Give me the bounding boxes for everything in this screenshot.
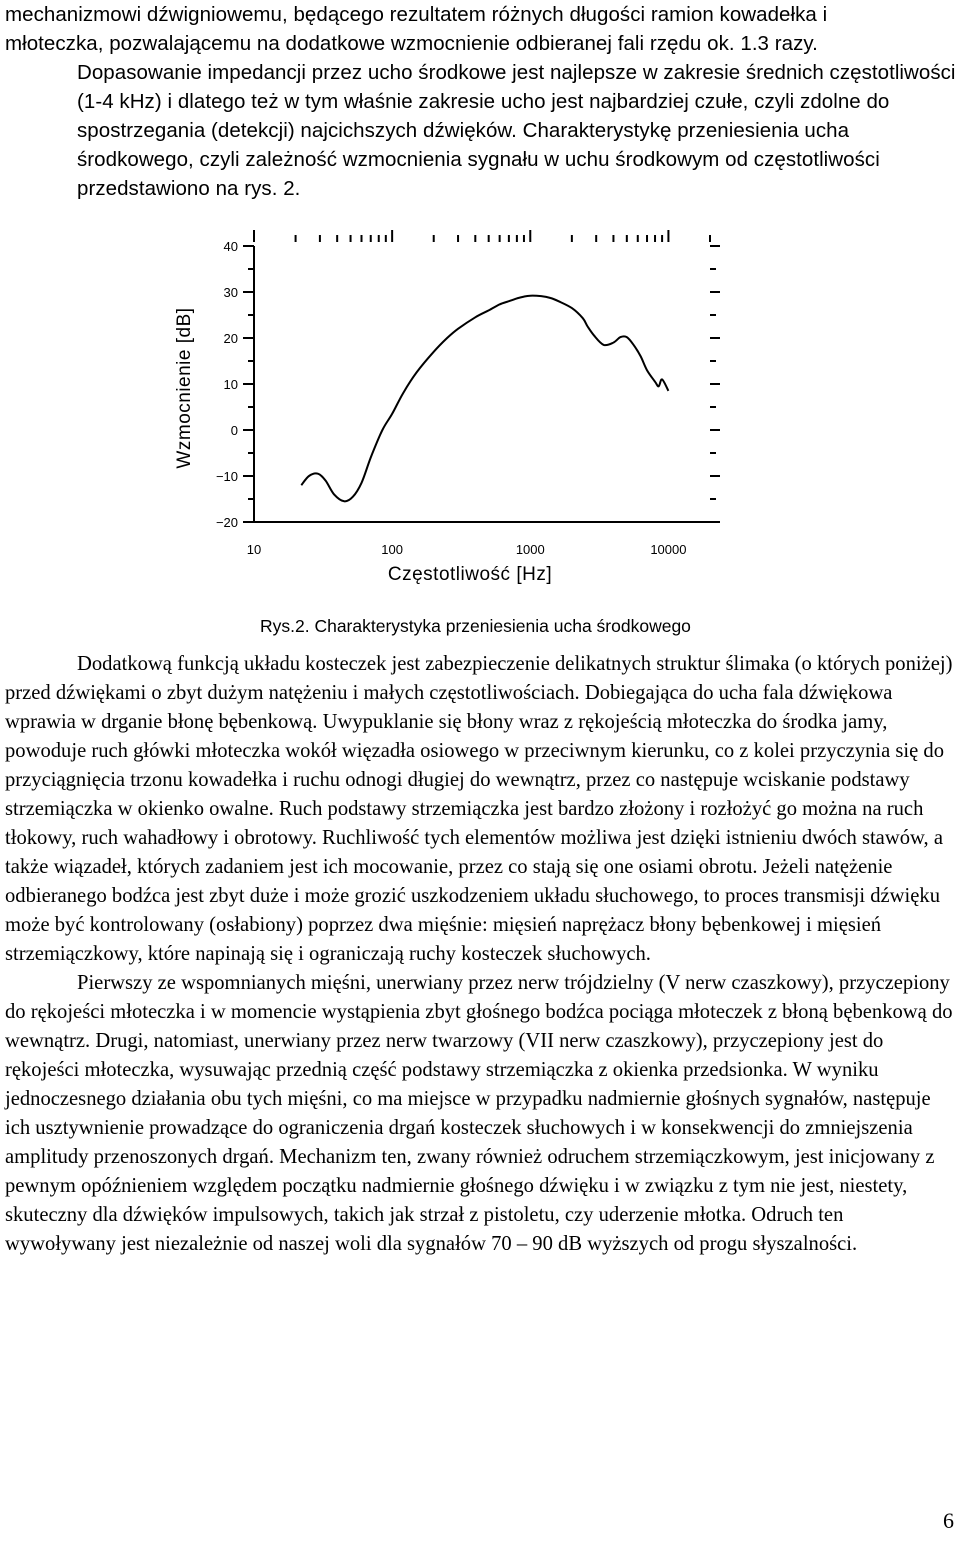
y-tick-label: 40 [223,239,238,254]
x-tick-label: 10000 [650,542,687,557]
y-tick-label: 10 [223,377,238,392]
x-axis-title: Częstotliwość [Hz] [387,564,553,585]
y-tick-label: −10 [215,469,238,484]
gain-chart-svg [160,228,720,588]
intro-paragraph: Dopasowanie impedancji przez ucho środkowe jest najlepsze w zakresie średnich częstotliwości (1-4 kHz) i dlatego też w tym właśnie zakresie ucho jest najbardziej czułe, czyli zdolne do spostrzegania (detekcji) najcichszych dźwięków. Charakterystykę przeniesienia ucha środkowego, czyli zależność wzmocnienia sygnału w uchu środkowym od częstotliwości przedstawiono na rys. 2. [77,61,956,200]
figure-caption: Rys.2. Charakterystyka przeniesienia ucha środkowego [260,616,691,636]
intro-line-1: mechanizmowi dźwigniowemu, będącego rezultatem różnych długości ramion kowadełka i [5,3,828,26]
y-tick-label: 0 [230,423,238,438]
body-text [5,650,957,1259]
gain-series-line [301,296,668,502]
body-paragraph-2: Pierwszy ze wspomnianych mięśni, unerwiany przez nerw trójdzielny (V nerw czaszkowy), przyczepiony do rękojeści młoteczka i w momencie wystąpienia zbyt głośnego bodźca pociąga młoteczek z błoną bębenkową do wewnątrz. Drugi, natomiast, unerwiany przez nerw twarzowy (VII nerw czaszkowy), przyczepiony jest do rękojeści młoteczka, wysuwając przednią część podstawy strzemiączka z okienka przedsionka. W wyniku jednoczesnego działania obu tych mięśni, co ma miejsce w przypadku nadmiernie głośnych sygnałów, następuje ich usztywnienie prowadzące do ograniczenia drgań kosteczek słuchowych i w konsekwencji do zmniejszenia amplitudy przenoszonych drgań. Mechanizm ten, zwany również odruchem strzemiączkowym, jest inicjowany z pewnym opóźnieniem względem początku nadmiernie głośnego dźwięku i w związku z tym nie jest, niestety, skuteczny dla dźwięków impulsowych, takich jak strzał z pistoletu, czy uderzenie młotka. Odruch ten wywoływany jest niezależnie od naszej woli dla sygnałów 70 – 90 dB wyższych od progu słyszalności. [5,972,953,1255]
chart-ticks [243,230,720,522]
y-axis-title: Wzmocnienie [dB] [174,307,195,469]
y-tick-label: 30 [223,285,238,300]
x-tick-label: 1000 [515,542,545,557]
chart-axes [254,246,710,522]
chart-tick-labels [216,239,687,557]
page-number: 6 [943,1508,954,1533]
y-tick-label: −20 [215,515,238,530]
figure-gain-chart [160,228,720,588]
intro-line-2: młoteczka, pozwalającemu na dodatkowe wzmocnienie odbieranej fali rzędu ok. 1.3 razy. [5,32,818,55]
body-paragraph-1: Dodatkową funkcją układu kosteczek jest zabezpieczenie delikatnych struktur ślimaka (o których poniżej) przed dźwiękami o zbyt dużym natężeniu i małych częstotliwościach. Dobiegająca do ucha fala dźwiękowa wprawia w drganie błonę bębenkową. Uwypuklanie się błony wraz z rękojeścią młoteczka do środka jamy, powoduje ruch główki młoteczka wokół więzadła osiowego w przeciwnym kierunku, co z kolei przyczynia się do przyciągnięcia trzonu kowadełka i ruchu odnogi długiej do wewnątrz, przez co następuje wciskanie podstawy strzemiączka w okienko owalne. Ruch podstawy strzemiączka jest bardzo złożony i rozłożyć go można na ruch tłokowy, ruch wahadłowy i obrotowy. Ruchliwość tych elementów możliwa jest dzięki istnieniu dwóch stawów, a także wiązadeł, których zadaniem jest ich mocowanie, przez co stają się one osiami obrotu. Jeżeli natężenie odbieranego bodźca jest zbyt duże i może grozić uszkodzeniem układu słuchowego, to proces transmisji dźwięku może być kontrolowany (osłabiony) poprzez dwa mięśnie: mięsień naprężacz błony bębenkowej i mięsień strzemiączkowy, które napinają się i ograniczają ruchy kosteczek słuchowych. [5,653,953,965]
x-tick-label: 100 [381,542,403,557]
x-tick-label: 10 [246,542,262,557]
y-tick-label: 20 [223,331,238,346]
intro-text [5,0,957,203]
